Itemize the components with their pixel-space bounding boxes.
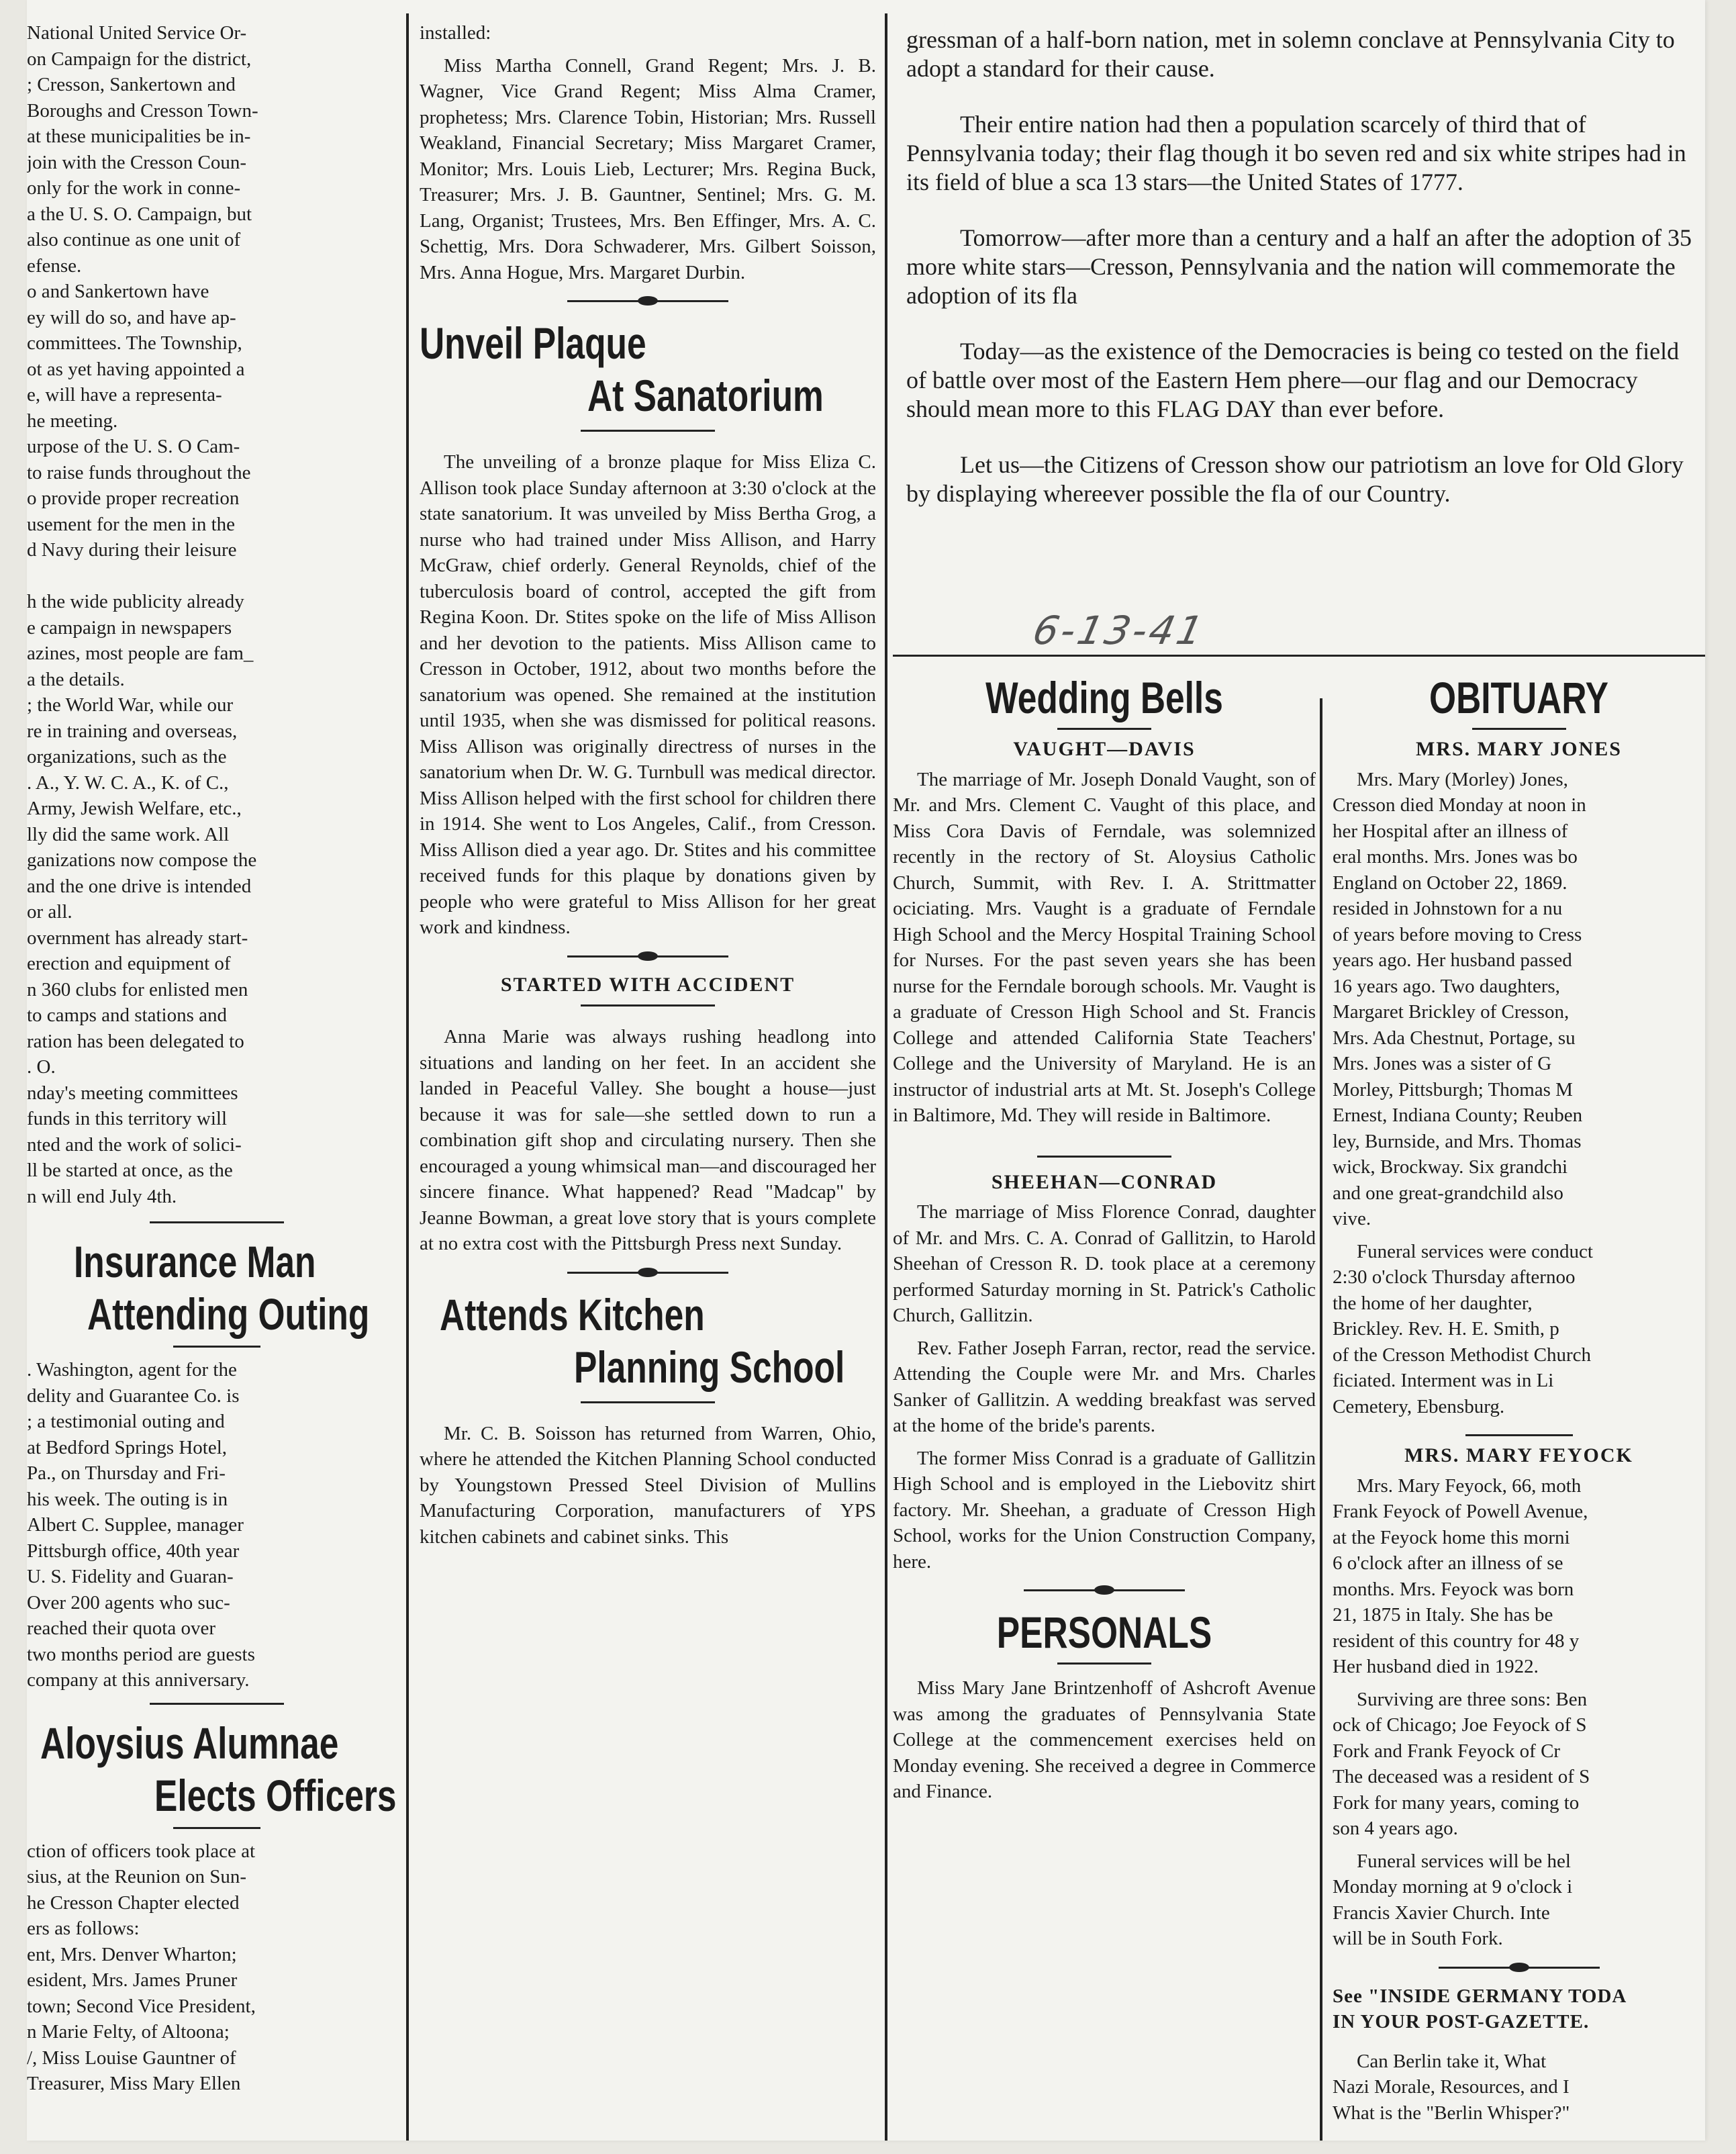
divider xyxy=(1472,728,1566,730)
ornament-divider xyxy=(1024,1589,1185,1591)
article-line: company at this anniversary. xyxy=(27,1669,250,1691)
flag-day-p3: Tomorrow—after more than a century and a half an after the adoption of 35 more white stars—Cresson, Pennsylvania and the nation will commemorate the adoption of its fla xyxy=(906,224,1692,309)
article-line: wick, Brockway. Six grandchi xyxy=(1333,1156,1568,1178)
article-line: committees. The Township, xyxy=(27,332,242,354)
article-line: ; the World War, while our xyxy=(27,694,234,716)
article-line: d Navy during their leisure xyxy=(27,539,237,561)
article-line: months. Mrs. Feyock was born xyxy=(1333,1578,1574,1600)
uso-campaign-article xyxy=(27,20,406,1209)
divider xyxy=(173,1346,260,1348)
article-line: ot as yet having appointed a xyxy=(27,358,245,380)
article-line: Her husband died in 1922. xyxy=(1333,1656,1539,1677)
newspaper-clipping xyxy=(27,0,1705,2141)
article-line: esident, Mrs. James Pruner xyxy=(27,1969,238,1991)
article-line: e, will have a representa- xyxy=(27,384,222,406)
article-line: ; Cresson, Sankertown and xyxy=(27,74,236,95)
article-line: will be in South Fork. xyxy=(1333,1928,1503,1949)
article-line: resided in Johnstown for a nu xyxy=(1333,898,1563,919)
divider xyxy=(1037,1156,1171,1158)
article-line: ley, Burnside, and Mrs. Thomas xyxy=(1333,1130,1582,1152)
plaque-headline-2: At Sanatorium xyxy=(587,371,824,420)
article-line: at these municipalities be in- xyxy=(27,126,251,147)
divider xyxy=(581,1004,715,1006)
insurance-headline-2: Attending Outing xyxy=(87,1289,370,1339)
jones-obituary xyxy=(1333,767,1705,1232)
article-line: Surviving are three sons: Ben xyxy=(1357,1688,1588,1710)
divider xyxy=(581,1401,715,1403)
sheehan-conrad-p1: The marriage of Miss Florence Conrad, daughter of Mr. and Mrs. C. A. Conrad of Gallitzin, to Harold Sheehan of Cresson R. D. took place at a ceremony performed Saturday morning in St. Patrick's Catholic Church, Gallitzin. xyxy=(893,1201,1316,1326)
ornament-divider xyxy=(1439,1967,1600,1969)
article-line: e campaign in newspapers xyxy=(27,616,232,639)
sheehan-conrad-subhead: SHEEHAN—CONRAD xyxy=(991,1170,1218,1193)
article-line: ers as follows: xyxy=(27,1918,140,1939)
article-line: o provide proper recreation xyxy=(27,487,240,509)
article-line: h the wide publicity already xyxy=(27,591,244,612)
article-line: Pittsburgh office, 40th year xyxy=(27,1540,240,1562)
article-line: a the details. xyxy=(27,668,125,690)
article-line: the home of her daughter, xyxy=(1333,1292,1533,1314)
article-line: two months period are guests xyxy=(27,1643,255,1665)
article-line: Ernest, Indiana County; Reuben xyxy=(1333,1105,1583,1126)
article-line: he meeting. xyxy=(27,410,118,432)
article-line: o and Sankertown have xyxy=(27,281,209,302)
article-line: Funeral services were conduct xyxy=(1357,1240,1593,1262)
article-line: Margaret Brickley of Cresson, xyxy=(1333,1001,1570,1023)
post-gazette-ad-text xyxy=(1333,2049,1705,2126)
article-line: Fork for many years, coming to xyxy=(1333,1791,1580,1814)
accident-subhead: STARTED WITH ACCIDENT xyxy=(500,973,795,996)
feyock-subhead: MRS. MARY FEYOCK xyxy=(1404,1444,1633,1466)
article-line: Nazi Morale, Resources, and I xyxy=(1333,2076,1570,2098)
column-1 xyxy=(27,20,406,2141)
installed-intro: installed: xyxy=(420,22,491,44)
article-line: his week. The outing is in xyxy=(27,1488,228,1510)
article-line: ey will do so, and have ap- xyxy=(27,306,236,328)
ornament-divider xyxy=(567,1272,728,1274)
article-line: only for the work in conne- xyxy=(27,177,241,199)
article-line: 2:30 o'clock Thursday afternoo xyxy=(1333,1266,1576,1288)
wedding-headline: Wedding Bells xyxy=(985,673,1223,722)
article-line: overnment has already start- xyxy=(27,927,248,949)
divider xyxy=(1057,1663,1151,1665)
article-line: join with the Cresson Coun- xyxy=(27,151,247,173)
article-line: usement for the men in the xyxy=(27,513,236,535)
article-line: . A., Y. W. C. A., K. of C., xyxy=(27,771,229,794)
article-line: efense. xyxy=(27,254,82,277)
article-line: . O. xyxy=(27,1056,56,1078)
officers-list: Miss Martha Connell, Grand Regent; Mrs. J. B. Wagner, Vice Grand Regent; Miss Alma Cramer, prophetess; Mrs. Clarence Tobin, Historian; Mrs. Russell Weakland, Financial Secretary; Miss Margaret Cramer, Monitor; Mrs. Louis Lieb, Lecturer; Mrs. Regina Buck, Treasurer; Mrs. J. B. Gauntner, Sentinel; Mrs. G. M. Lang, Organist; Trustees, Mrs. Ben Effinger, Mrs. A. C. Schettig, Mrs. Dora Schwaderer, Mrs. Gilbert Soisson, Mrs. Anna Hogue, Mrs. Margaret Durbin. xyxy=(420,54,876,283)
article-line: of the Cresson Methodist Church xyxy=(1333,1344,1592,1366)
article-line: Mrs. Mary Feyock, 66, moth xyxy=(1357,1474,1582,1497)
article-line: vive. xyxy=(1333,1208,1371,1229)
insurance-headline-1: Insurance Man xyxy=(74,1237,316,1286)
sheehan-conrad-p2: Rev. Father Joseph Farran, rector, read the service. Attending the Couple were Mr. and Mrs. Charles Sanker of Gallitzin. A wedding breakfast was served at the home of the bride's parents. xyxy=(893,1337,1316,1436)
article-line: ent, Mrs. Denver Wharton; xyxy=(27,1943,237,1965)
article-line: Mrs. Ada Chestnut, Portage, su xyxy=(1333,1027,1576,1049)
article-line: The deceased was a resident of S xyxy=(1333,1766,1590,1787)
article-line: reached their quota over xyxy=(27,1618,215,1639)
divider xyxy=(581,430,715,432)
aloysius-headline-1: Aloysius Alumnae xyxy=(40,1718,339,1768)
flag-day-p5: Let us—the Citizens of Cresson show our patriotism an love for Old Glory by displaying whereever possible the fla of our Country. xyxy=(906,451,1684,507)
article-line: funds in this territory will xyxy=(27,1108,228,1129)
article-line: 21, 1875 in Italy. She has be xyxy=(1333,1604,1553,1626)
personals-article: Miss Mary Jane Brintzenhoff of Ashcroft Avenue was among the graduates of Pennsylvania State College at the commencement exercises held on Monday evening. She received a degree in Commerce and Finance. xyxy=(893,1677,1316,1802)
article-line: /, Miss Louise Gauntner of xyxy=(27,2047,236,2069)
divider xyxy=(150,1703,284,1705)
flag-day-p2: Their entire nation had then a population scarcely of third that of Pennsylvania today; their flag though it bo seven red and six white stripes had in its field of blue a sca 13 stars—the United States of 1777. xyxy=(906,111,1686,195)
plaque-headline-1: Unveil Plaque xyxy=(420,318,646,368)
flag-day-article xyxy=(906,26,1705,610)
article-line: organizations, such as the xyxy=(27,746,227,767)
divider xyxy=(150,1221,284,1223)
feyock-funeral xyxy=(1333,1848,1705,1952)
accident-article: Anna Marie was always rushing headlong into situations and landing on her feet. In an accident she landed in Peaceful Valley. She bought a house—just because it was for sale—she settled down to run a combination gift shop and circulating nursery. Then she encouraged a young whimsical man—and discouraged her sincere finance. What happened? Read "Madcap" by Jeanne Bowman, a great love story that is yours complete at no extra cost with the Pittsburgh Press next Sunday. xyxy=(420,1026,876,1254)
obituary-headline: OBITUARY xyxy=(1429,673,1608,722)
article-line: years ago. Her husband passed xyxy=(1333,949,1572,971)
article-line: n 360 clubs for enlisted men xyxy=(27,978,248,1000)
article-line: Over 200 agents who suc- xyxy=(27,1591,230,1613)
article-line: . Washington, agent for the xyxy=(27,1359,237,1380)
sheehan-conrad-p3: The former Miss Conrad is a graduate of Gallitzin High School and is employed in the Liebovitz shirt factory. Mr. Sheehan, a graduate of Cresson High School, works for the Union Construction Company, here. xyxy=(893,1447,1316,1573)
article-line: sius, at the Reunion on Sun- xyxy=(27,1866,247,1887)
insurance-article xyxy=(27,1357,406,1693)
section-rule xyxy=(893,655,1705,657)
aloysius-headline-2: Elects Officers xyxy=(154,1770,397,1820)
article-line: What is the "Berlin Whisper?" xyxy=(1333,2102,1570,2124)
flag-day-p1: gressman of a half-born nation, met in solemn conclave at Pennsylvania City to adopt a standard for their cause. xyxy=(906,26,1675,82)
feyock-survivors xyxy=(1333,1687,1705,1842)
vaught-davis-subhead: VAUGHT—DAVIS xyxy=(1013,738,1196,760)
article-line: ganizations now compose the xyxy=(27,849,257,871)
article-line: to raise funds throughout the xyxy=(27,461,251,483)
article-line: to camps and stations and xyxy=(27,1004,228,1026)
article-line: n Marie Felty, of Altoona; xyxy=(27,2021,230,2043)
article-line: and the one drive is intended xyxy=(27,875,252,897)
article-line: England on October 22, 1869. xyxy=(1333,872,1568,894)
article-line: a the U. S. O. Campaign, but xyxy=(27,203,252,225)
article-line: nted and the work of solici- xyxy=(27,1133,242,1156)
article-line: ration has been delegated to xyxy=(27,1030,244,1052)
wedding-column xyxy=(893,671,1316,2141)
ornament-divider xyxy=(567,300,728,302)
article-line: Cemetery, Ebensburg. xyxy=(1333,1395,1505,1417)
vaught-davis-article: The marriage of Mr. Joseph Donald Vaught, son of Mr. and Mrs. Clement C. Vaught of this place, and Miss Cora Davis of Ferndale, was solemnized recently in the rectory of St. Aloysius Catholic Church, Summit, with Rev. I. A. Strittmatter ociciating. Mrs. Vaught is a graduate of Ferndale High School and the Mercy Hospital Training School for Nurses. For the past seven years she has been nurse for the Ferndale borough schools. Mr. Vaught is a graduate of Cresson High School and St. Francis College and attended California State Teachers' College and the University of Maryland. He is an instructor of industrial arts at Mt. St. Joseph's College in Baltimore, Md. They will reside in Baltimore. xyxy=(893,768,1316,1126)
article-line: ock of Chicago; Joe Feyock of S xyxy=(1333,1714,1587,1736)
feyock-obituary xyxy=(1333,1473,1705,1680)
article-line: Albert C. Supplee, manager xyxy=(27,1514,244,1536)
ornament-divider xyxy=(567,955,728,957)
article-line: Boroughs and Cresson Town- xyxy=(27,99,258,122)
article-line: Mrs. Mary (Morley) Jones, xyxy=(1357,768,1568,790)
article-line: resident of this country for 48 y xyxy=(1333,1630,1580,1652)
article-line: ficiated. Interment was in Li xyxy=(1333,1370,1554,1391)
article-line: Monday morning at 9 o'clock i xyxy=(1333,1876,1573,1898)
article-line: lly did the same work. All xyxy=(27,823,230,845)
article-line: Funeral services will be hel xyxy=(1357,1850,1571,1872)
article-line: at the Feyock home this morni xyxy=(1333,1526,1570,1548)
article-line: 16 years ago. Two daughters, xyxy=(1333,975,1560,997)
post-gazette-ad-line-2: IN YOUR POST-GAZETTE. xyxy=(1333,2011,1590,2032)
post-gazette-ad-line-1: See "INSIDE GERMANY TODA xyxy=(1333,1985,1627,2007)
article-line: Morley, Pittsburgh; Thomas M xyxy=(1333,1078,1573,1101)
plaque-article: The unveiling of a bronze plaque for Miss Eliza C. Allison took place Sunday afternoon at 3:30 o'clock at the state sanatorium. It was unveiled by Miss Bertha Grog, a nurse who had trained under Miss Allison, and Harry McGraw, chief orderly. General Reynolds, chief of the tuberculosis board of control, accepted the gift from Regina Koon. Dr. Stites spoke on the life of Miss Allison and her devotion to the patients. Miss Allison came to Cresson in October, 1912, about two months before the sanatorium was opened. She remained at the institution until 1935, when she was dismissed for political reasons. Miss Allison was originally directress of nurses in the sanatorium when Dr. W. G. Turnbull was medical director. Miss Allison helped with the first school for children there in 1914. She went to Los Angeles, Calif., from Cresson. Miss Allison died a year ago. Dr. Stites and his committee received funds for this plaque by donations given by people who were grateful to Miss Allison for her great work and kindness. xyxy=(420,451,876,938)
article-line: town; Second Vice President, xyxy=(27,1995,256,2017)
kitchen-article: Mr. C. B. Soisson has returned from Warren, Ohio, where he attended the Kitchen Planning School conducted by Youngstown Pressed Steel Division of Mullins Manufacturing Corporation, manufacturers of YPS kitchen cabinets and cabinet sinks. This xyxy=(420,1422,876,1548)
article-line: son 4 years ago. xyxy=(1333,1818,1458,1839)
article-line: eral months. Mrs. Jones was bo xyxy=(1333,846,1578,868)
article-line: her Hospital after an illness of xyxy=(1333,820,1568,842)
jones-funeral xyxy=(1333,1239,1705,1420)
article-line: also continue as one unit of xyxy=(27,229,241,250)
handwritten-date: 6-13-41 xyxy=(1028,608,1210,653)
article-line: urpose of the U. S. O Cam- xyxy=(27,436,240,457)
article-line: Treasurer, Miss Mary Ellen xyxy=(27,2073,241,2094)
article-line: ll be started at once, as the xyxy=(27,1160,233,1181)
article-line: Mrs. Jones was a sister of G xyxy=(1333,1053,1552,1074)
article-line xyxy=(27,563,406,590)
article-line: Frank Feyock of Powell Avenue, xyxy=(1333,1501,1588,1522)
article-line: Brickley. Rev. H. E. Smith, p xyxy=(1333,1318,1559,1340)
article-line: Army, Jewish Welfare, etc., xyxy=(27,798,242,819)
column-rule xyxy=(406,13,409,2141)
article-line: delity and Guarantee Co. is xyxy=(27,1385,240,1407)
article-line: of years before moving to Cress xyxy=(1333,923,1582,945)
article-line: erection and equipment of xyxy=(27,953,231,974)
article-line: ction of officers took place at xyxy=(27,1840,256,1862)
flag-day-p4: Today—as the existence of the Democracies is being co tested on the field of battle over most of the Eastern Hem phere—our flag and our Democracy should mean more to this FLAG DAY than ever before. xyxy=(906,338,1680,422)
personals-headline: PERSONALS xyxy=(996,1607,1212,1657)
article-line: and one great-grandchild also xyxy=(1333,1182,1563,1204)
jones-subhead: MRS. MARY JONES xyxy=(1415,738,1622,760)
article-line: Can Berlin take it, What xyxy=(1357,2050,1547,2072)
aloysius-article xyxy=(27,1838,406,2097)
kitchen-headline-2: Planning School xyxy=(574,1342,845,1392)
article-line: Pa., on Thursday and Fri- xyxy=(27,1462,226,1484)
article-line: 6 o'clock after an illness of se xyxy=(1333,1552,1563,1574)
kitchen-headline-1: Attends Kitchen xyxy=(440,1289,705,1340)
column-rule xyxy=(1320,698,1322,2141)
article-line: National United Service Or- xyxy=(27,22,247,44)
column-2 xyxy=(420,20,876,2141)
article-line: at Bedford Springs Hotel, xyxy=(27,1436,228,1458)
article-line: re in training and overseas, xyxy=(27,720,238,742)
divider xyxy=(1057,728,1151,730)
article-line: nday's meeting committees xyxy=(27,1082,238,1104)
article-line: he Cresson Chapter elected xyxy=(27,1891,240,1914)
article-line: Cresson died Monday at noon in xyxy=(1333,794,1586,816)
article-line: ; a testimonial outing and xyxy=(27,1411,225,1432)
article-line: azines, most people are fam_ xyxy=(27,643,254,664)
article-line: Francis Xavier Church. Inte xyxy=(1333,1902,1550,1924)
column-rule xyxy=(885,13,887,2141)
obituary-column xyxy=(1333,671,1705,2141)
divider xyxy=(173,1827,260,1829)
article-line: Fork and Frank Feyock of Cr xyxy=(1333,1740,1561,1762)
article-line: U. S. Fidelity and Guaran- xyxy=(27,1566,234,1587)
article-line: n will end July 4th. xyxy=(27,1185,177,1207)
article-line: on Campaign for the district, xyxy=(27,48,252,70)
article-line: or all. xyxy=(27,901,73,923)
divider xyxy=(1465,1434,1573,1436)
